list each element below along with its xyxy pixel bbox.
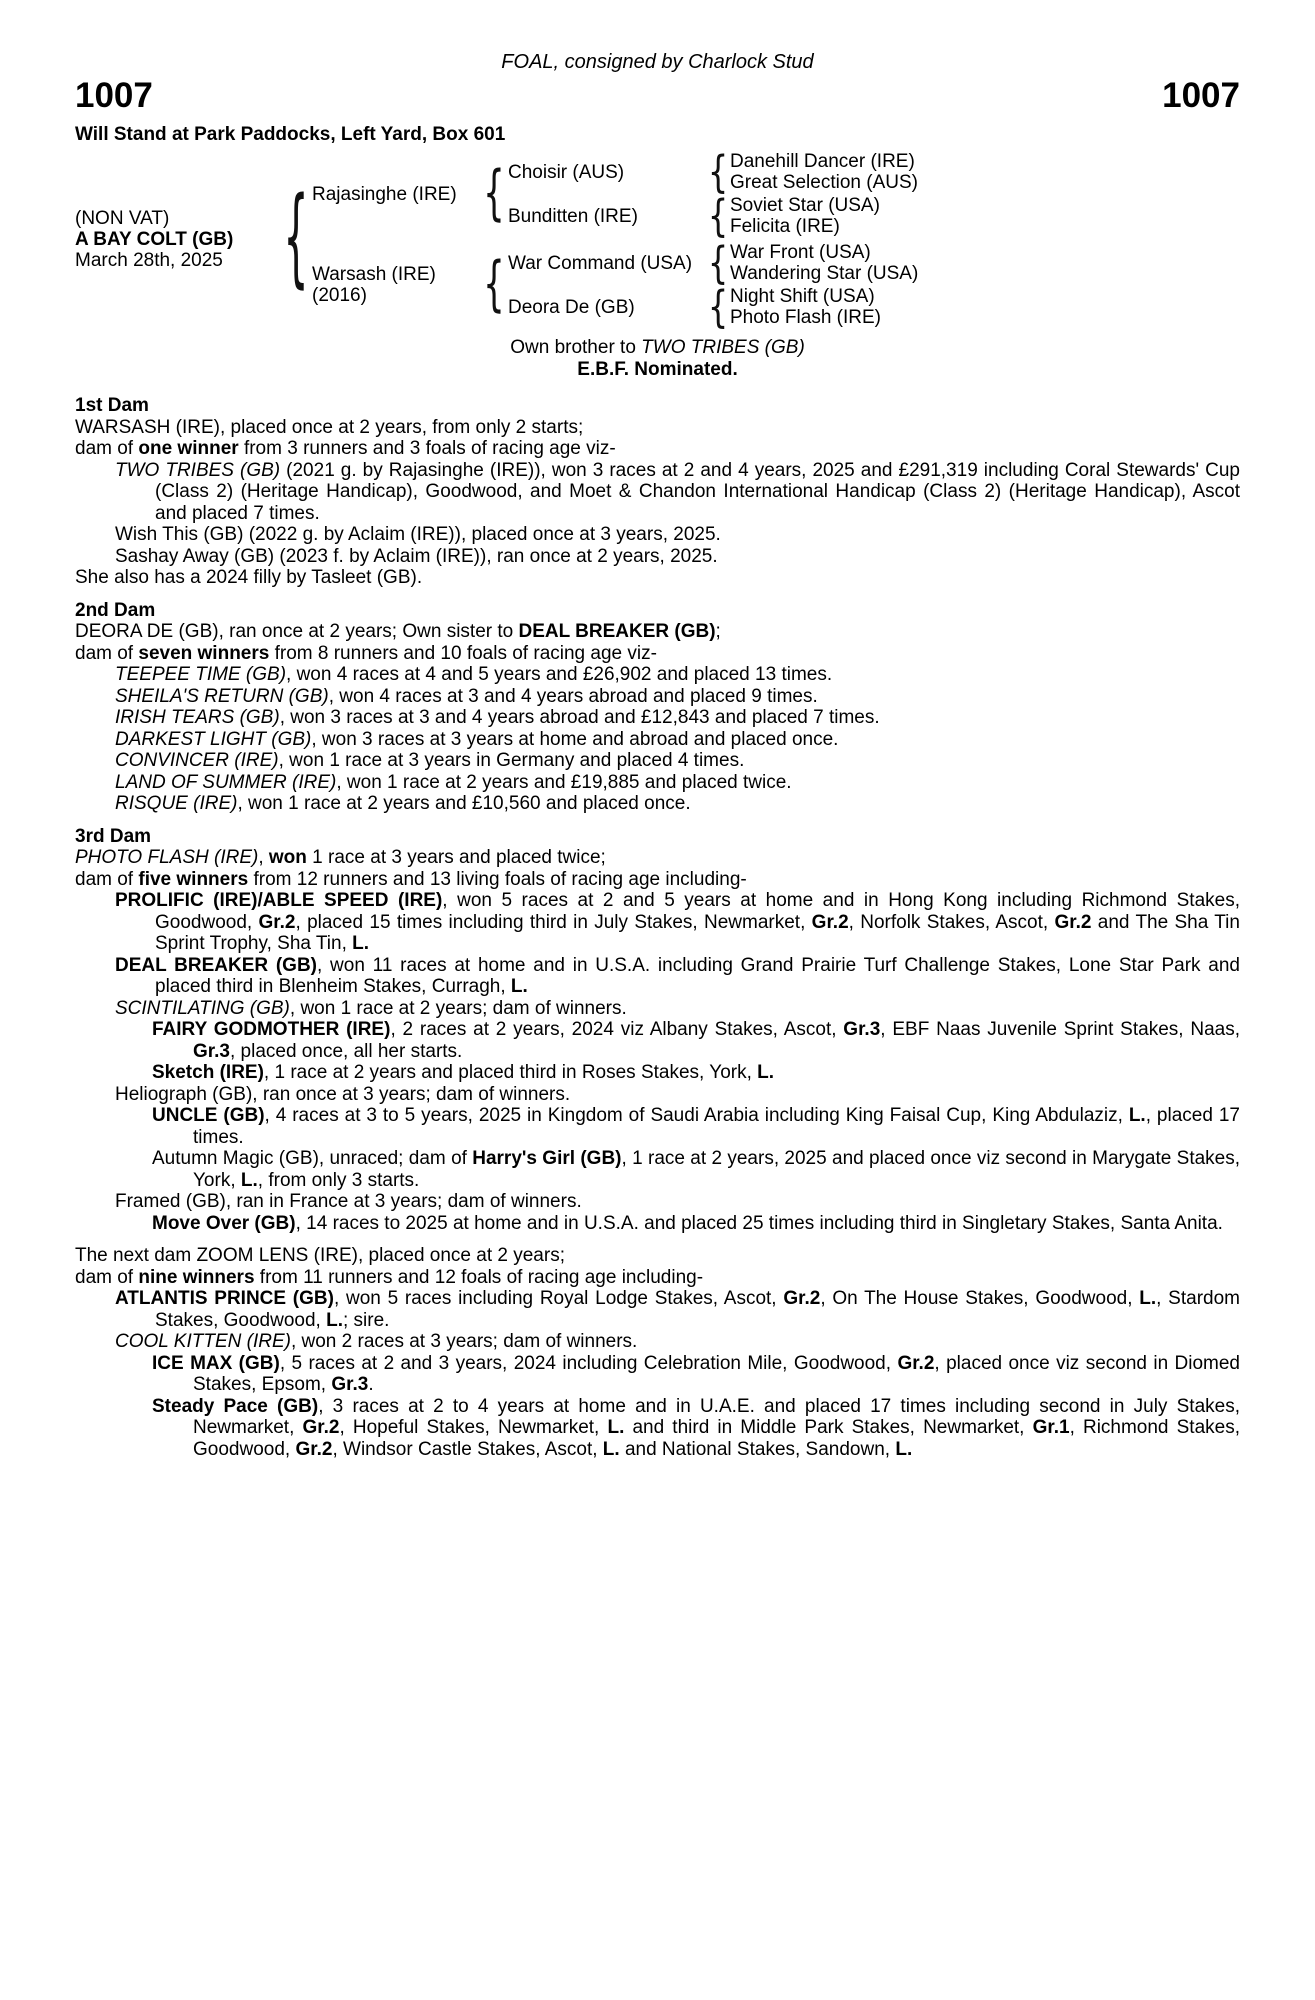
dam-grandparents-column <box>508 236 919 332</box>
catalogue-paragraph: Sketch (IRE), 1 race at 2 years and placed third in Roses Stakes, York, L. <box>152 1062 775 1083</box>
emphasized-text: L. <box>510 976 528 997</box>
emphasized-text: Gr.2 <box>897 1352 935 1374</box>
emphasized-text: Sketch (IRE) <box>152 1062 264 1083</box>
own-brother-line <box>75 337 1240 359</box>
section-heading: 3rd Dam <box>75 825 152 847</box>
emphasized-text: Gr.1 <box>1032 1417 1070 1438</box>
sire-grandparents-column <box>508 145 918 241</box>
catalogue-paragraph: SHEILA'S RETURN (GB), won 4 races at 3 and 4 years abroad and placed 9 times. <box>115 685 818 707</box>
emphasized-text: L. <box>326 1309 343 1331</box>
emphasized-text: DEAL BREAKER (GB) <box>518 621 716 642</box>
great-granddam-name: Wandering Star (USA) <box>730 263 919 284</box>
great-granddam-name: Great Selection (AUS) <box>730 172 918 193</box>
emphasized-text: PROLIFIC (IRE)/ABLE SPEED (IRE) <box>115 890 443 911</box>
catalogue-paragraph: Sashay Away (GB) (2023 f. by Aclaim (IRE)), ran once at 2 years, 2025. <box>115 545 718 567</box>
catalogue-paragraph: ICE MAX (GB), 5 races at 2 and 3 years, 2024 including Celebration Mile, Goodwood, Gr.2, placed once viz second in Diomed Stakes, Epsom, Gr.3. <box>152 1352 1241 1395</box>
emphasized-text: Gr.2 <box>302 1417 340 1438</box>
pedigree-brace-icon: { <box>283 176 309 301</box>
horse-name-text: SCINTILATING (GB) <box>115 997 290 1019</box>
emphasized-text: ICE MAX (GB) <box>152 1352 280 1374</box>
granddam-row <box>508 280 918 332</box>
pedigree-section <box>75 600 1240 815</box>
catalogue-paragraph: Autumn Magic (GB), unraced; dam of Harry's Girl (GB), 1 race at 2 years, 2025 and placed once viz second in Marygate Stakes, York, L., from only 3 starts. <box>152 1148 1241 1191</box>
catalogue-paragraph: DEORA DE (GB), ran once at 2 years; Own sister to DEAL BREAKER (GB); <box>75 621 721 642</box>
pedigree-section <box>75 1245 1240 1460</box>
emphasized-text: L. <box>607 1417 625 1438</box>
catalogue-paragraph: dam of nine winners from 11 runners and 12 foals of racing age including- <box>75 1266 704 1288</box>
parents-column <box>312 145 919 332</box>
pedigree-table <box>75 145 1240 332</box>
dam-name-block <box>312 264 480 306</box>
horse-name-text: TWO TRIBES (GB) <box>115 459 281 481</box>
emphasized-text: Gr.2 <box>1054 911 1092 933</box>
emphasized-text: Gr.2 <box>258 911 296 933</box>
great-grandparents <box>730 286 881 328</box>
catalogue-paragraph: UNCLE (GB), 4 races at 3 to 5 years, 2025 in Kingdom of Saudi Arabia including King Faisal Cup, King Abdulaziz, L., placed 17 times. <box>152 1105 1240 1148</box>
own-brother-name: TWO TRIBES (GB) <box>641 337 805 358</box>
great-grandparents <box>730 195 880 237</box>
horse-name-text: PHOTO FLASH (IRE) <box>75 847 259 868</box>
emphasized-text: L. <box>602 1438 620 1460</box>
horse-name-text: IRISH TEARS (GB) <box>115 707 280 728</box>
dam-row <box>312 236 919 332</box>
own-brother-prefix: Own brother to <box>510 337 642 358</box>
emphasized-text: Gr.2 <box>295 1438 333 1460</box>
great-grandparents <box>730 242 918 284</box>
pedigree-brace-icon: { <box>707 189 729 241</box>
foal-date: March 28th, 2025 <box>75 250 223 271</box>
catalogue-paragraph: RISQUE (IRE), won 1 race at 2 years and £10,560 and placed once. <box>115 793 691 814</box>
pedigree-brace-icon: { <box>483 158 505 229</box>
section-heading: 2nd Dam <box>75 599 156 621</box>
catalogue-paragraph: WARSASH (IRE), placed once at 2 years, from only 2 starts; <box>75 416 584 438</box>
section-heading: 1st Dam <box>75 395 149 416</box>
pedigree-section <box>75 395 1240 589</box>
horse-name-text: COOL KITTEN (IRE) <box>115 1331 291 1352</box>
granddam-row <box>508 189 918 241</box>
catalogue-paragraph: SCINTILATING (GB), won 1 race at 2 years; dam of winners. <box>115 997 627 1019</box>
emphasized-text: Gr.3 <box>843 1019 881 1040</box>
emphasized-text: L. <box>240 1169 258 1191</box>
emphasized-text: nine winners <box>138 1266 255 1288</box>
great-grandsire-name: Danehill Dancer (IRE) <box>730 151 915 172</box>
lot-number-row <box>75 75 1240 115</box>
catalogue-paragraph: Framed (GB), ran in France at 3 years; dam of winners. <box>115 1191 582 1212</box>
emphasized-text: DEAL BREAKER (GB) <box>115 954 318 976</box>
pedigree-brace-icon: { <box>707 236 729 288</box>
horse-name-text: SHEILA'S RETURN (GB) <box>115 685 329 707</box>
pedigree-brace-icon: { <box>707 145 729 197</box>
emphasized-text: UNCLE (GB) <box>152 1105 265 1126</box>
catalogue-paragraph: dam of seven winners from 8 runners and 10 foals of racing age viz- <box>75 642 657 664</box>
catalogue-paragraph: Move Over (GB), 14 races to 2025 at home and in U.S.A. and placed 25 times including third in Singletary Stakes, Santa Anita. <box>152 1212 1223 1234</box>
emphasized-text: ATLANTIS PRINCE (GB) <box>115 1288 334 1309</box>
catalogue-paragraph: PROLIFIC (IRE)/ABLE SPEED (IRE), won 5 races at 2 and 5 years at home and in Hong Kong including Richmond Stakes, Goodwood, Gr.2, placed 15 times including third in July Stakes, Newmarket, Gr.2, Norfolk Stakes, Ascot, Gr.2 and The Sha Tin Sprint Trophy, Sha Tin, L. <box>115 890 1240 954</box>
sire-row <box>312 145 918 241</box>
great-grandsire-name: Soviet Star (USA) <box>730 195 880 216</box>
emphasized-text: Gr.2 <box>811 911 849 933</box>
sires-sire-name: Choisir (AUS) <box>508 161 625 183</box>
catalogue-paragraph: Heliograph (GB), ran once at 3 years; dam of winners. <box>115 1083 571 1105</box>
emphasized-text: one winner <box>138 438 239 459</box>
catalogue-paragraph: IRISH TEARS (GB), won 3 races at 3 and 4 years abroad and £12,843 and placed 7 times. <box>115 707 880 728</box>
grandsire-row <box>508 236 919 288</box>
emphasized-text: L. <box>757 1062 775 1083</box>
horse-name-text: CONVINCER (IRE) <box>115 750 279 771</box>
pedigree-brace-icon: { <box>483 249 505 320</box>
emphasized-text: Gr.3 <box>193 1040 230 1062</box>
great-grandsire-name: War Front (USA) <box>730 242 871 263</box>
vat-status: (NON VAT) <box>75 208 170 229</box>
catalogue-paragraph: The next dam ZOOM LENS (IRE), placed once at 2 years; <box>75 1245 565 1266</box>
emphasized-text: L. <box>1139 1288 1157 1309</box>
catalogue-paragraph: LAND OF SUMMER (IRE), won 1 race at 2 years and £19,885 and placed twice. <box>115 771 792 793</box>
catalogue-paragraph: She also has a 2024 filly by Tasleet (GB). <box>75 567 423 588</box>
great-grandsire-name: Night Shift (USA) <box>730 286 875 307</box>
catalogue-paragraph: CONVINCER (IRE), won 1 race at 3 years in Germany and placed 4 times. <box>115 750 745 771</box>
horse-name-text: LAND OF SUMMER (IRE) <box>115 771 337 793</box>
colt-name: A BAY COLT (GB) <box>75 229 234 250</box>
consignment-line: FOAL, consigned by Charlock Stud <box>501 51 814 73</box>
catalogue-paragraph: dam of one winner from 3 runners and 3 foals of racing age viz- <box>75 438 616 459</box>
dam-year: (2016) <box>312 285 367 306</box>
catalogue-paragraph: COOL KITTEN (IRE), won 2 races at 3 years; dam of winners. <box>115 1331 638 1352</box>
great-granddam-name: Felicita (IRE) <box>730 216 840 237</box>
emphasized-text: L. <box>895 1438 913 1460</box>
sire-name: Rajasinghe (IRE) <box>312 183 457 205</box>
emphasized-text: won <box>268 847 307 868</box>
catalogue-paragraph: FAIRY GODMOTHER (IRE), 2 races at 2 years, 2024 viz Albany Stakes, Ascot, Gr.3, EBF Naas Juvenile Sprint Stakes, Naas, Gr.3, placed once, all her starts. <box>152 1019 1240 1062</box>
lot-number-left: 1007 <box>75 75 153 115</box>
catalogue-paragraph: DARKEST LIGHT (GB), won 3 races at 3 years at home and abroad and placed once. <box>115 728 839 750</box>
emphasized-text: Gr.2 <box>783 1288 821 1309</box>
catalogue-paragraph: dam of five winners from 12 runners and 13 living foals of racing age including- <box>75 868 747 890</box>
emphasized-text: seven winners <box>138 642 270 664</box>
dams-dam-name: Deora De (GB) <box>508 296 635 318</box>
emphasized-text: Harry's Girl (GB) <box>472 1148 622 1169</box>
lot-number-right: 1007 <box>1162 75 1240 115</box>
dams-sire-name: War Command (USA) <box>508 252 693 274</box>
catalogue-paragraph: TEEPEE TIME (GB), won 4 races at 4 and 5 years and £26,902 and placed 13 times. <box>115 664 833 685</box>
great-grandparents <box>730 151 918 193</box>
emphasized-text: L. <box>1128 1105 1146 1126</box>
sires-dam-name: Bunditten (IRE) <box>508 205 638 227</box>
colt-details <box>75 208 280 271</box>
emphasized-text: FAIRY GODMOTHER (IRE) <box>152 1019 391 1040</box>
great-granddam-name: Photo Flash (IRE) <box>730 307 881 328</box>
grandsire-row <box>508 145 918 197</box>
catalogue-paragraph: PHOTO FLASH (IRE), won 1 race at 3 years and placed twice; <box>75 847 606 868</box>
catalogue-paragraph: TWO TRIBES (GB) (2021 g. by Rajasinghe (IRE)), won 3 races at 2 and 4 years, 2025 and £291,319 including Coral Stewards' Cup (Class 2) (Heritage Handicap), Goodwood, and Moet & Chandon International Handicap (Class 2) (Heritage Handicap), Ascot and placed 7 times. <box>115 459 1240 524</box>
dam-name: Warsash (IRE) <box>312 264 436 285</box>
catalogue-paragraph: DEAL BREAKER (GB), won 11 races at home and in U.S.A. including Grand Prairie Turf Challenge Stakes, Lone Star Park and placed third in Blenheim Stakes, Curragh, L. <box>115 954 1241 997</box>
emphasized-text: Gr.3 <box>331 1374 369 1395</box>
horse-name-text: DARKEST LIGHT (GB) <box>115 728 312 750</box>
emphasized-text: L. <box>352 933 370 954</box>
catalogue-paragraph: ATLANTIS PRINCE (GB), won 5 races including Royal Lodge Stakes, Ascot, Gr.2, On The House Stakes, Goodwood, L., Stardom Stakes, Goodwood, L.; sire. <box>115 1288 1240 1331</box>
emphasized-text: Steady Pace (GB) <box>152 1395 319 1417</box>
ebf-nominated-line: E.B.F. Nominated. <box>577 358 738 380</box>
horse-name-text: TEEPEE TIME (GB) <box>115 664 287 685</box>
pedigree-section <box>75 826 1240 1235</box>
sections <box>75 395 1240 1460</box>
catalogue-paragraph: Steady Pace (GB), 3 races at 2 to 4 years at home and in U.A.E. and placed 17 times including second in July Stakes, Newmarket, Gr.2, Hopeful Stakes, Newmarket, L. and third in Middle Park Stakes, Newmarket, Gr.1, Richmond Stakes, Goodwood, Gr.2, Windsor Castle Stakes, Ascot, L. and National Stakes, Sandown, L. <box>152 1395 1240 1460</box>
catalogue-paragraph: Wish This (GB) (2022 g. by Aclaim (IRE)), placed once at 3 years, 2025. <box>115 524 721 545</box>
stand-location-line: Will Stand at Park Paddocks, Left Yard, Box 601 <box>75 123 506 145</box>
pedigree-brace-icon: { <box>707 280 729 332</box>
horse-name-text: RISQUE (IRE) <box>115 793 238 814</box>
emphasized-text: five winners <box>138 868 249 890</box>
emphasized-text: Move Over (GB) <box>152 1212 296 1234</box>
